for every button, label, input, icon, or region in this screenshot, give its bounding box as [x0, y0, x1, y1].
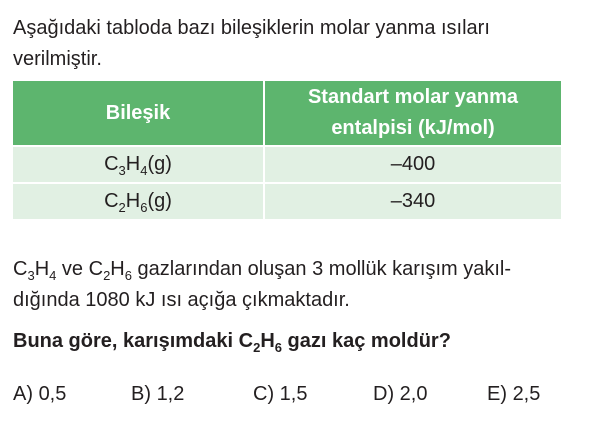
compound-formula: $C_2H_6(g)$	[13, 183, 264, 219]
option-c[interactable]: C) 1,5	[253, 383, 308, 405]
header-compound: Bileşik	[13, 81, 264, 146]
question-text: Buna göre, karışımdaki $C_2H_6$ gazı kaç moldür?	[13, 330, 451, 355]
option-b[interactable]: B) 1,2	[131, 383, 185, 405]
problem-paragraph: $C_3H_4$ ve $C_2H_6$ gazlarından oluşan 3 mollük karışım yakıl- dığında 1080 kJ ısı açığa çıkmaktadır.	[13, 258, 512, 311]
option-d[interactable]: D) 2,0	[373, 383, 428, 405]
enthalpy-value: –340	[264, 183, 561, 219]
table-header-row	[13, 81, 561, 146]
option-a[interactable]: A) 0,5	[13, 383, 67, 405]
header-enthalpy-line2: entalpisi (kJ/mol)	[331, 117, 495, 139]
enthalpy-table	[13, 81, 561, 219]
enthalpy-value: –400	[264, 146, 561, 183]
option-e[interactable]: E) 2,5	[487, 383, 541, 405]
compound-formula: $C_3H_4(g)$	[13, 146, 264, 183]
intro-text: Aşağıdaki tabloda bazı bileşiklerin molar yanma ısıları verilmiştir.	[13, 17, 490, 70]
header-enthalpy-line1: Standart molar yanma	[307, 86, 519, 108]
header-enthalpy	[264, 81, 561, 146]
table-row	[13, 146, 561, 183]
answer-options	[13, 383, 573, 409]
table-row	[13, 183, 561, 219]
